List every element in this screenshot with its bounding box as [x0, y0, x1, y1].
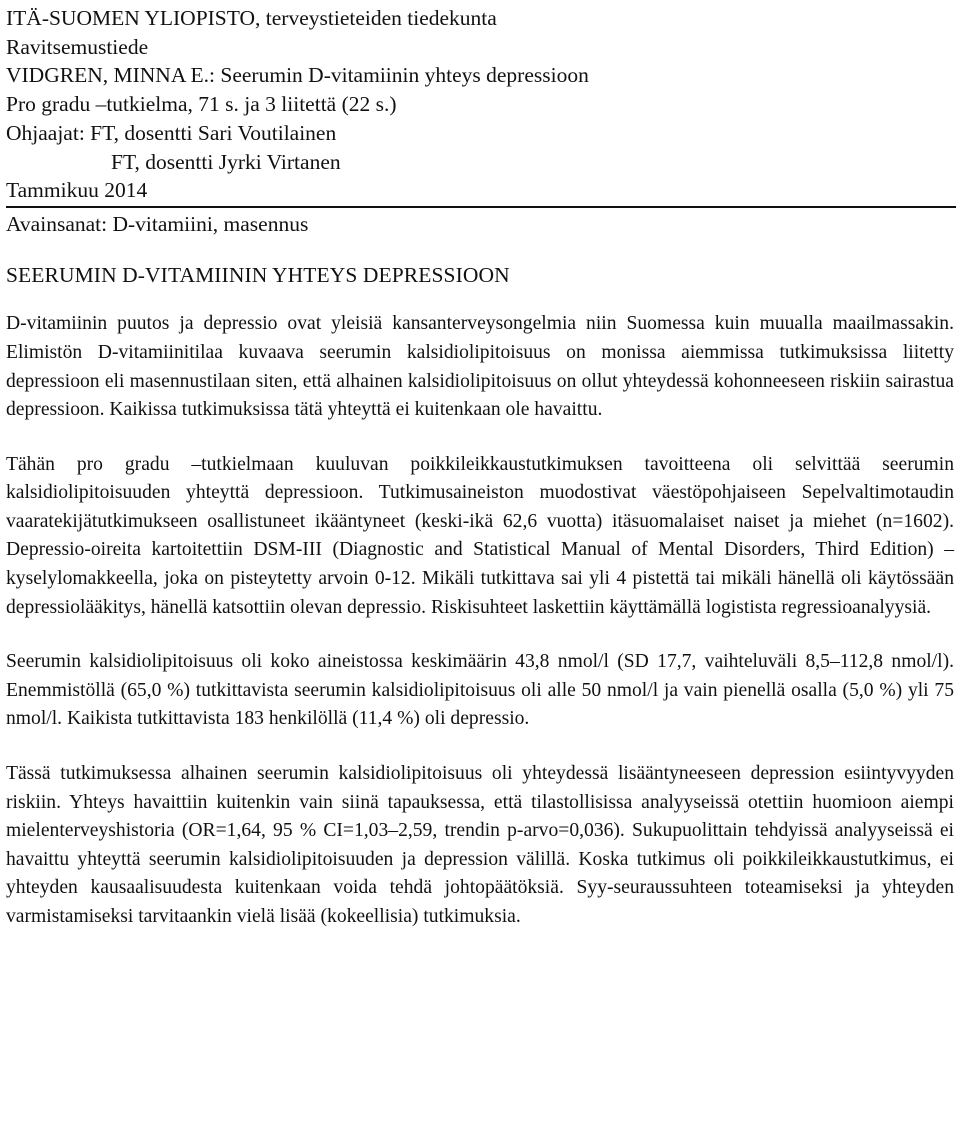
author-title-line: VIDGREN, MINNA E.: Seerumin D-vitamiinin yhteys depressioon — [6, 63, 589, 88]
abstract-paragraph: D-vitamiinin puutos ja depressio ovat yleisiä kansanterveysongelmia niin Suomessa kuin muualla maailmassakin. Elimistön D-vitamiinitilaa kuvaava seerumin kalsidiolipitoisuus on monissa aiemmissa tutkimuksissa liitetty depressioon eli masennustilaan siten, että alhainen kalsidiolipitoisuus on ollut yhteydessä kohonneeseen riskiin sairastua depressioon. Kaikissa tutkimuksissa tätä yhteyttä ei kuitenkaan ole havaittu. — [6, 313, 954, 421]
thesis-info-line: Pro gradu –tutkielma, 71 s. ja 3 liitettä (22 s.) — [6, 92, 397, 117]
date-line: Tammikuu 2014 — [6, 178, 148, 203]
thesis-header — [6, 4, 954, 205]
abstract-page — [6, 4, 954, 932]
abstract-paragraph: Seerumin kalsidiolipitoisuus oli koko aineistossa keskimäärin 43,8 nmol/l (SD 17,7, vaihteluväli 8,5–112,8 nmol/l). Enemmistöllä (65,0 %) tutkittavista seerumin kalsidiolipitoisuus oli alle 50 nmol/l ja vain pienellä osalla (5,0 %) yli 75 nmol/l. Kaikista tutkittavista 183 henkilöllä (11,4 %) oli depressio. — [6, 651, 954, 730]
abstract-paragraph: Tähän pro gradu –tutkielmaan kuuluvan poikkileikkaustutkimuksen tavoitteena oli selvittää seerumin kalsidiolipitoisuuden yhteyttä depressioon. Tutkimusaineiston muodostivat väestöpohjaiseen Sepelvaltimotaudin vaaratekijätutkimukseen osallistuneet ikääntyneet (keski-ikä 62,6 vuotta) itäsuomalaiset naiset ja miehet (n=1602). Depressio-oireita kartoitettiin DSM-III (Diagnostic and Statistical Manual of Mental Disorders, Third Edition) –kyselylomakkeella, joka on pisteytetty arvoin 0-12. Mikäli tutkittava sai yli 4 pistettä tai mikäli hänellä oli käytössään depressiolääkitys, hänellä katsottiin olevan depressio. Riskisuhteet laskettiin käyttämällä logistista regressioanalyysiä. — [6, 453, 954, 618]
institution-line: ITÄ-SUOMEN YLIOPISTO, terveystieteiden tiedekunta — [6, 6, 497, 30]
keywords-line: Avainsanat: D-vitamiini, masennus — [6, 211, 309, 236]
abstract-paragraph: Tässä tutkimuksessa alhainen seerumin kalsidiolipitoisuus oli yhteydessä lisääntyneeseen depression esiintyvyyden riskiin. Yhteys havaittiin kuitenkin vain siinä tapauksessa, että tilastollisissa analyyseissä otettiin huomioon aiempi mielenterveyshistoria (OR=1,64, 95 % CI=1,03–2,59, trendin p-arvo=0,036). Sukupuolittain tehdyissä analyyseissä ei havaittu yhteyttä seerumin kalsidiolipitoisuuden ja depression välillä. Koska tutkimus oli poikkileikkaustutkimus, ei yhteyden kausaalisuudesta kuitenkaan voida tehdä johtopäätöksiä. Syy-seuraussuhteen toteamiseksi ja yhteyden varmistamiseksi tarvitaankin vielä lisää (kokeellisia) tutkimuksia. — [6, 763, 954, 928]
header-divider — [6, 206, 956, 208]
supervisors-line-2: FT, dosentti Jyrki Virtanen — [111, 149, 341, 174]
abstract-title: SEERUMIN D-VITAMIININ YHTEYS DEPRESSIOON — [6, 262, 510, 287]
abstract-body — [6, 310, 954, 931]
department-line: Ravitsemustiede — [6, 34, 149, 59]
supervisors-line: Ohjaajat: FT, dosentti Sari Voutilainen — [6, 120, 337, 145]
